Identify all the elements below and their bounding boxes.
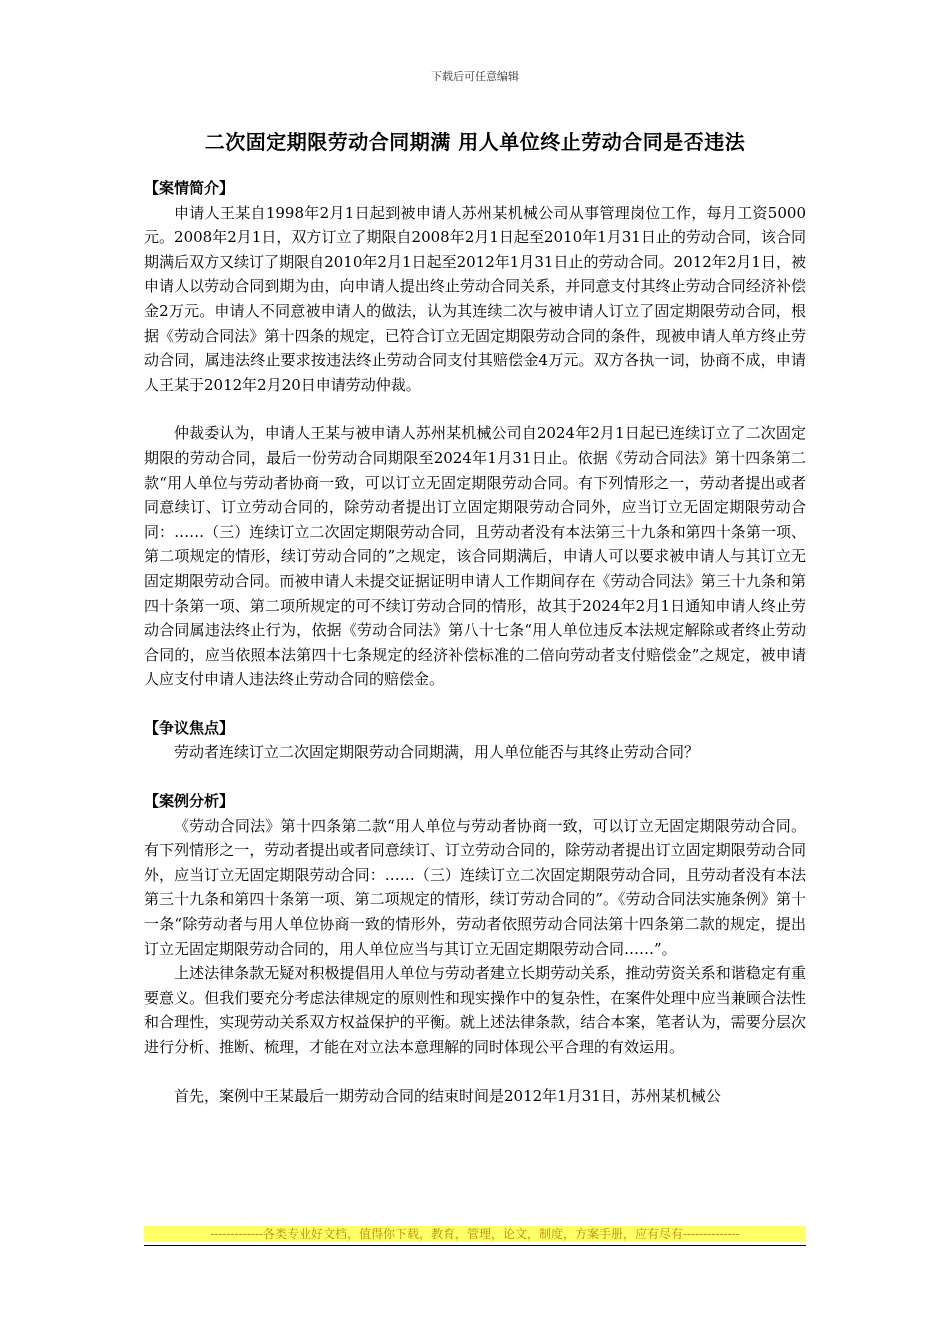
section-heading-analysis: 【案例分析】 xyxy=(144,792,235,811)
paragraph-gap xyxy=(144,765,806,789)
summary-paragraph-2: 仲裁委认为，申请人王某与被申请人苏州某机械公司自2024年2月1日起已连续订立了二次固定期限的劳动合同，最后一份劳动合同期限至2024年1月31日止。依据《劳动合同法》第十四条第二款“用人单位与劳动者协商一致，可以订立无固定期限劳动合同。有下列情形之一，劳动者提出或者同意续订、订立劳动合同的，除劳动者提出订立固定期限劳动合同外，应当订立无固定期限劳动合同：……（三）连续订立二次固定期限劳动合同，且劳动者没有本法第三十九条和第四十条第一项、第二项规定的情形，续订劳动合同的”之规定，该合同期满后，申请人可以要求被申请人与其订立无固定期限劳动合同。而被申请人未提交证据证明申请人工作期间存在《劳动合同法》第三十九条和第四十条第一项、第二项所规定的可不续订劳动合同的情形，故其于2024年2月1日通知申请人终止劳动合同属违法终止行为，依据《劳动合同法》第八十七条“用人单位违反本法规定解除或者终止劳动合同的，应当依照本法第四十七条规定的经济补偿标准的二倍向劳动者支付赔偿金”之规定，被申请人应支付申请人违法终止劳动合同的赔偿金。 xyxy=(144,424,806,689)
paragraph-gap xyxy=(144,397,806,421)
footer-divider xyxy=(144,1245,806,1246)
paragraph-gap xyxy=(144,1060,806,1084)
analysis-paragraph-1: 《劳动合同法》第十四条第二款“用人单位与劳动者协商一致，可以订立无固定期限劳动合同。有下列情形之一，劳动者提出或者同意续订、订立劳动合同的，除劳动者提出订立固定期限劳动合同外，应当订立无固定期限劳动合同：……（三）连续订立二次固定期限劳动合同，且劳动者没有本法第三十九条和第四十条第一项、第二项规定的情形，续订劳动合同的”。《劳动合同法实施条例》第十一条“除劳动者与用人单位协商一致的情形外，劳动者依照劳动合同法第十四条第二款的规定，提出订立无固定期限劳动合同的，用人单位应当与其订立无固定期限劳动合同……”。 xyxy=(144,816,806,958)
dispute-paragraph-1: 劳动者连续订立二次固定期限劳动合同期满，用人单位能否与其终止劳动合同？ xyxy=(174,743,700,762)
document-body xyxy=(144,176,806,1108)
analysis-paragraph-3: 首先，案例中王某最后一期劳动合同的结束时间是2012年1月31日，苏州某机械公 xyxy=(174,1086,721,1105)
paragraph-gap xyxy=(144,692,806,716)
document-title: 二次固定期限劳动合同期满 用人单位终止劳动合同是否违法 xyxy=(204,130,746,154)
section-heading-summary: 【案情简介】 xyxy=(144,179,235,197)
analysis-paragraph-2: 上述法律条款无疑对积极提倡用人单位与劳动者建立长期劳动关系，推动劳资关系和谐稳定有重要意义。但我们要充分考虑法律规定的原则性和现实操作中的复杂性，在案件处理中应当兼顾合法性和合理性，实现劳动关系双方权益保护的平衡。就上述法律条款，结合本案，笔者认为，需要分层次进行分析、推断、梳理，才能在对立法本意理解的同时体现公平合理的有效运用。 xyxy=(144,964,806,1056)
section-heading-dispute: 【争议焦点】 xyxy=(144,718,235,737)
footer-banner: -------------各类专业好文档，值得你下载，教育，管理，论文，制度，方案手册，应有尽有-------------- xyxy=(144,1226,806,1242)
header-note: 下载后可任意编辑 xyxy=(431,70,519,83)
summary-paragraph-1: 申请人王某自1998年2月1日起到被申请人苏州某机械公司从事管理岗位工作，每月工资5000元。2008年2月1日，双方订立了期限自2008年2月1日起至2010年1月31日止的劳动合同，该合同期满后双方又续订了期限自2010年2月1日起至2012年1月31日止的劳动合同。2012年2月1日，被申请人以劳动合同到期为由，向申请人提出终止劳动合同关系，并同意支付其终止劳动合同经济补偿金2万元。申请人不同意被申请人的做法，认为其连续二次与被申请人订立了固定期限劳动合同，根据《劳动合同法》第十四条的规定，已符合订立无固定期限劳动合同的条件，现被申请人单方终止劳动合同，属违法终止要求按违法终止劳动合同支付其赔偿金4万元。双方各执一词，协商不成，申请人王某于2012年2月20日申请劳动仲裁。 xyxy=(144,203,806,394)
